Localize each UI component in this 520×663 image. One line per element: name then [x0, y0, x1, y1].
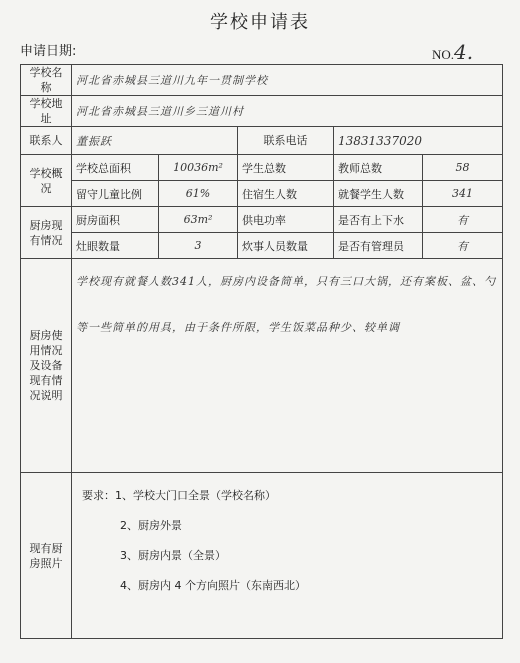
form-number-value: 4.: [454, 40, 474, 64]
left-behind-label: 留守儿童比例: [72, 181, 159, 207]
kitchen-usage-label: 厨房使用情况及设备现有情况说明: [21, 259, 72, 473]
school-name-value: 河北省赤城县三道川九年一贯制学校: [72, 65, 503, 96]
students-label: 学生总数: [238, 155, 334, 181]
form-number: [432, 40, 473, 64]
boarding-label: 住宿生人数: [238, 181, 334, 207]
kitchen-usage-row: [21, 259, 503, 473]
water-label: 是否有上下水: [334, 207, 423, 233]
contact-value: 董振跃: [72, 127, 238, 155]
form-title: 学校申请表: [210, 12, 310, 33]
cooks-label: 炊事人员数量: [238, 233, 334, 259]
photos-label: 现有厨房照片: [21, 473, 72, 639]
kitchen-usage-text: 学校现有就餐人数341人，厨房内设备简单，只有三口大锅，还有案板、盆、勺等一些简单的用具，由于条件所限，学生饭菜品种少、较单调: [72, 259, 503, 473]
teachers-label: 教师总数: [334, 155, 423, 181]
kitchen-area-label: 厨房面积: [72, 207, 159, 233]
apply-date-label: 申请日期:: [20, 44, 77, 59]
school-address-label: 学校地址: [21, 96, 72, 127]
stove-value: 3: [159, 233, 238, 259]
stove-label: 灶眼数量: [72, 233, 159, 259]
overview-row-2: [21, 181, 503, 207]
kitchen-row-1: [21, 207, 503, 233]
power-label: 供电功率: [238, 207, 334, 233]
requirement-4: 4、厨房内 4 个方向照片（东南西北）: [120, 579, 306, 592]
school-name-label: 学校名称: [21, 65, 72, 96]
teachers-value: 58: [423, 155, 503, 181]
manager-label: 是否有管理员: [334, 233, 423, 259]
kitchen-status-label: 厨房现有情况: [21, 207, 72, 259]
school-name-row: [21, 65, 503, 96]
overview-label: 学校概况: [21, 155, 72, 207]
manager-value: 有: [423, 233, 503, 259]
left-behind-value: 61%: [159, 181, 238, 207]
area-value: 10036m²: [159, 155, 238, 181]
application-form-table: [20, 64, 503, 639]
area-label: 学校总面积: [72, 155, 159, 181]
phone-value: 13831337020: [334, 127, 503, 155]
requirement-2: 2、厨房外景: [120, 519, 182, 532]
form-number-label: NO.: [432, 47, 455, 62]
requirement-1: 要求：1、学校大门口全景（学校名称）: [82, 489, 276, 502]
photos-row: [21, 473, 503, 639]
dining-label: 就餐学生人数: [334, 181, 423, 207]
contact-row: [21, 127, 503, 155]
kitchen-area-value: 63m²: [159, 207, 238, 233]
contact-label: 联系人: [21, 127, 72, 155]
overview-row-1: [21, 155, 503, 181]
school-address-row: [21, 96, 503, 127]
school-address-value: 河北省赤城县三道川乡三道川村: [72, 96, 503, 127]
kitchen-row-2: [21, 233, 503, 259]
photo-requirements: [72, 473, 503, 639]
dining-value: 341: [423, 181, 503, 207]
requirement-3: 3、厨房内景（全景）: [120, 549, 226, 562]
water-value: 有: [423, 207, 503, 233]
phone-label: 联系电话: [238, 127, 334, 155]
